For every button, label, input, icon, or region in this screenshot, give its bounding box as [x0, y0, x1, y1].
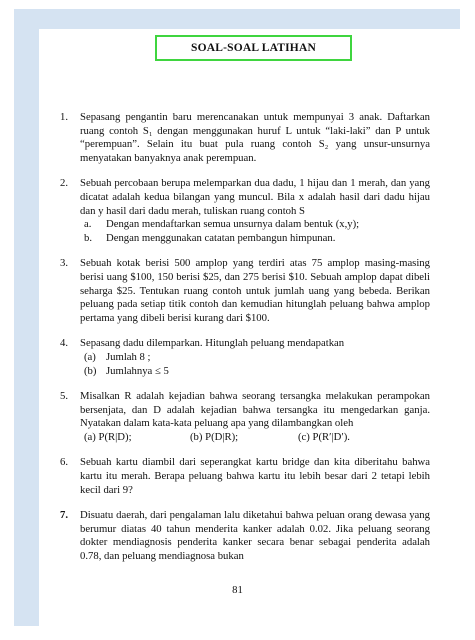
question-text: Sebuah percobaan berupa melemparkan dua dadu, 1 hijau dan 1 merah, dan yang dicatat adalah kedua bilangan yang muncul. Bila x adalah hasil dari dadu hijau dan y hasil dari dadu merah, tuliskan ruang contoh S: [80, 177, 430, 217]
sub-item-label: (a): [84, 350, 96, 363]
question-number: 1.: [60, 111, 69, 123]
question-text: Misalkan R adalah kejadian bahwa seorang tersangka melakukan perampokan bersenjata, dan D adalah kejadian bahwa tersangka itu mengedarkan ganja. Nyatakan dalam kata-kata peluang apa yang dilambangkan oleh: [80, 390, 430, 430]
question-body: [80, 337, 430, 378]
question-text: Sebuah kotak berisi 500 amplop yang terdiri atas 75 amplop masing-masing berisi uang $100, 150 berisi $25, dan 275 berisi $10. Sebuah amplop dapat dibeli seharga $25. Tentukan ruang contoh untuk jumlah uang yang bebeda. Berikan peluang pada setiap titik contoh dan kemudian hitunglah peluang bahwa amplop pertama yang dibeli berisi kurang dari $100.: [80, 257, 430, 324]
sub-item-label: a.: [84, 218, 92, 231]
sub-item: [80, 351, 430, 365]
question-7: [60, 509, 430, 563]
question-number: 6.: [60, 456, 69, 469]
page-number: 81: [232, 584, 243, 596]
option-b: (b) P(D|R);: [190, 430, 239, 443]
question-1: [60, 111, 430, 165]
question-text: Disuatu daerah, dari pengalaman lalu diketahui bahwa peluan orang dewasa yang berumur diatas 40 tahun menderita kanker adalah 0.02. Jika peluang seorang dokter mendiagnosis penderita kanker secara benar sebagai penderita adalah 0.78, dan peluang mendiagnosa bukan: [80, 509, 430, 563]
question-2: [60, 177, 430, 245]
sub-item: [80, 365, 430, 379]
question-body: [80, 177, 430, 245]
question-text: Sepasang pengantin baru merencanakan untuk mempunyai 3 anak. Daftarkan ruang contoh S₁ dengan menggunakan huruf L untuk “laki-laki” dan P untuk “perempuan”. Selain itu buat pula ruang contoh S₂ yang unsur-unsurnya menyatakan banyaknya anak perempuan.: [80, 111, 430, 164]
sub-item-text: Jumlahnya ≤ 5: [106, 364, 169, 377]
question-4: [60, 337, 430, 378]
question-body: [80, 390, 430, 444]
question-5: [60, 390, 430, 444]
question-text: Sepasang dadu dilemparkan. Hitunglah peluang mendapatkan: [80, 337, 345, 350]
sub-item-label: (b): [84, 364, 97, 377]
sub-item: [80, 218, 430, 232]
option-c: (c) P(R′|D′).: [298, 430, 350, 443]
exercise-list: [60, 111, 430, 576]
sub-item: [80, 232, 430, 246]
question-number: 3.: [60, 257, 69, 270]
option-row: [80, 431, 430, 445]
question-number: 5.: [60, 390, 69, 403]
sub-item-text: Dengan mendaftarkan semua unsurnya dalam bentuk (x,y);: [106, 218, 360, 231]
question-number: 7.: [60, 509, 69, 522]
question-number: 2.: [60, 177, 69, 190]
question-6: [60, 456, 430, 497]
question-text: Sebuah kartu diambil dari seperangkat kartu bridge dan kita diberitahu bahwa kartu itu merah. Berapa peluang bahwa kartu itu lebih besar dari 2 tetapi lebih kecil dari 9?: [80, 456, 430, 496]
sub-item-text: Jumlah 8 ;: [106, 350, 151, 363]
question-3: [60, 257, 430, 325]
sub-item-label: b.: [84, 231, 93, 244]
sub-item-text: Dengan menggunakan catatan pembangun himpunan.: [106, 231, 336, 244]
option-a: (a) P(R|D);: [84, 430, 132, 443]
page-title: SOAL-SOAL LATIHAN: [155, 35, 352, 61]
question-number: 4.: [60, 337, 69, 350]
